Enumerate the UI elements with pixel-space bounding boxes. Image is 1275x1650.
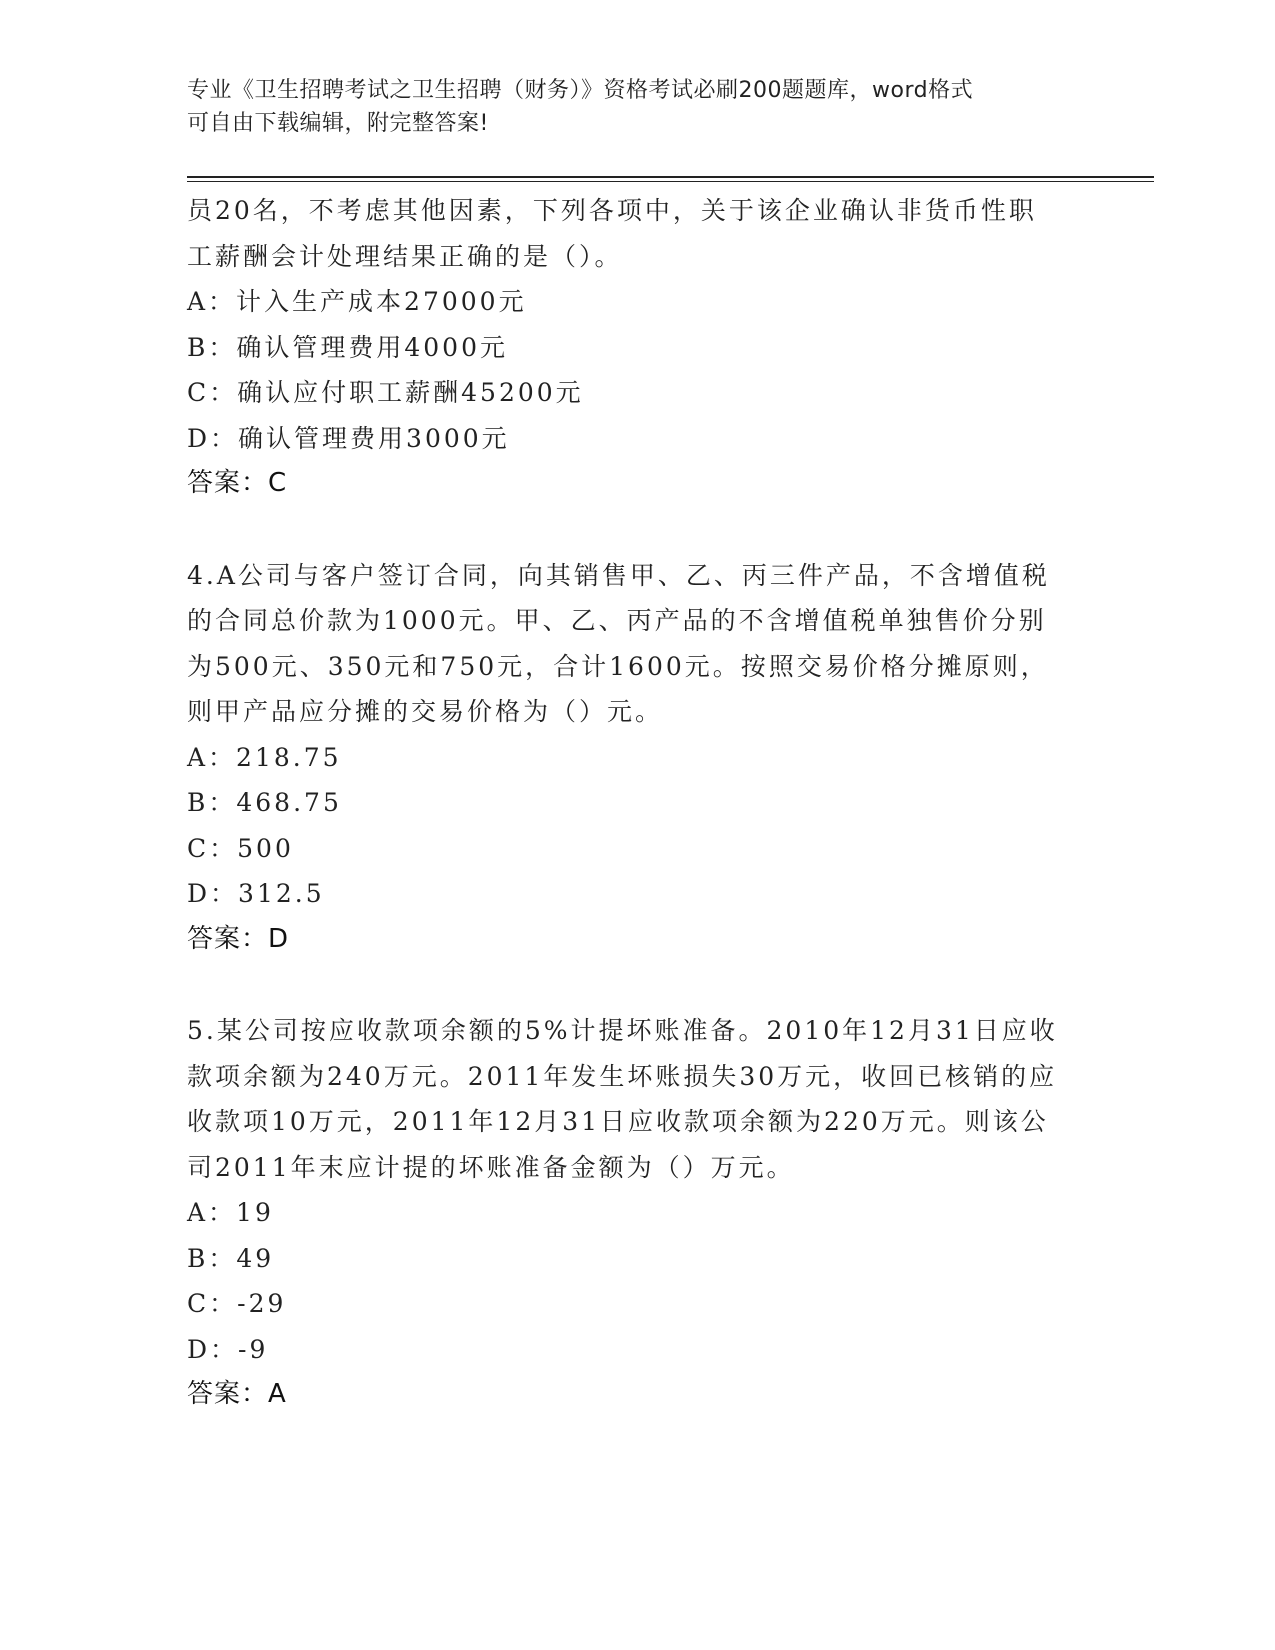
option-a: A：218.75 [187, 742, 342, 772]
header-divider-thick [187, 176, 1154, 178]
question-spacer [187, 507, 1087, 553]
question-5 [187, 1008, 1087, 1418]
header-line-2: 可自由下载编辑，附完整答案! [187, 111, 489, 136]
header-divider-thin [187, 181, 1154, 182]
question-stem-line: 为500元、350元和750元，合计1600元。按照交易价格分摊原则， [187, 651, 1049, 681]
question-stem-line: 收款项10万元，2011年12月31日应收款项余额为220万元。则该公 [187, 1107, 1049, 1136]
answer-label: 答案：D [187, 923, 290, 954]
option-d: D：确认管理费用3000元 [187, 423, 510, 453]
question-4 [187, 553, 1087, 963]
question-3 [187, 188, 1087, 507]
option-c: C：确认应付职工薪酬45200元 [187, 378, 584, 407]
question-stem-line: 则甲产品应分摊的交易价格为（）元。 [187, 697, 664, 726]
option-a: A：计入生产成本27000元 [187, 287, 527, 316]
question-stem-line: 4.A公司与客户签订合同，向其销售甲、乙、丙三件产品，不含增值税 [187, 560, 1050, 590]
option-d: D：312.5 [187, 879, 325, 908]
option-a: A：19 [187, 1198, 274, 1227]
document-header [187, 74, 1067, 140]
question-stem-line: 司2011年末应计提的坏账准备金额为（）万元。 [187, 1152, 795, 1182]
option-b: B：49 [187, 1243, 275, 1273]
option-d: D：-9 [187, 1334, 269, 1364]
question-stem-line: 员20名，不考虑其他因素，下列各项中，关于该企业确认非货币性职 [187, 196, 1037, 225]
option-c: C：500 [187, 833, 294, 863]
question-spacer [187, 962, 1087, 1008]
option-b: B：468.75 [187, 788, 342, 817]
answer-label: 答案：A [187, 1379, 287, 1409]
question-stem-line: 款项余额为240万元。2011年发生坏账损失30万元，收回已核销的应 [187, 1061, 1058, 1091]
document-body [187, 188, 1087, 1418]
answer-label: 答案：C [187, 468, 288, 498]
option-c: C：-29 [187, 1289, 287, 1318]
question-stem-line: 工薪酬会计处理结果正确的是（）。 [187, 241, 623, 271]
header-line-1: 专业《卫生招聘考试之卫生招聘（财务）》资格考试必刷200题题库，word格式 [187, 78, 974, 103]
question-stem-line: 5.某公司按应收款项余额的5%计提坏账准备。2010年12月31日应收 [187, 1016, 1058, 1045]
option-b: B：确认管理费用4000元 [187, 332, 508, 362]
question-stem-line: 的合同总价款为1000元。甲、乙、丙产品的不含增值税单独售价分别 [187, 606, 1047, 635]
